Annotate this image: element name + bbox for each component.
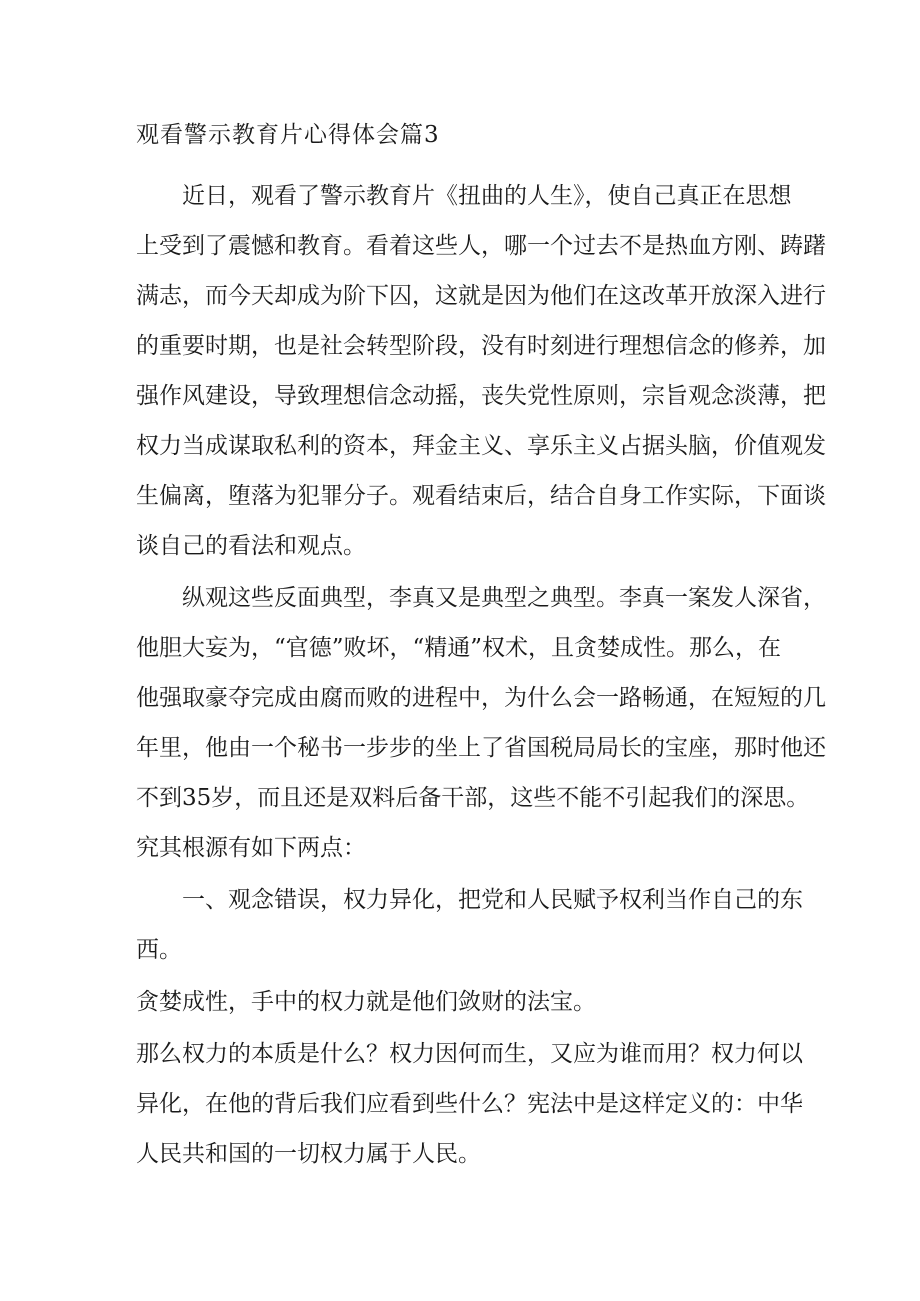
- paragraph-1-line-8: 谈自己的看法和观点。: [136, 533, 366, 559]
- paragraph-1-line-4: 的重要时期，也是社会转型阶段，没有时刻进行理想信念的修养，加: [136, 333, 826, 359]
- paragraph-3-line-2: 西。: [136, 937, 182, 963]
- paragraph-2-line-4: 年里，他由一个秘书一步步的坐上了省国税局局长的宝座，那时他还: [136, 735, 826, 761]
- paragraph-2-line-5: 不到35岁，而且还是双料后备干部，这些不能不引起我们的深思。: [136, 785, 810, 811]
- document-title: 观看警示教育片心得体会篇3: [136, 122, 440, 148]
- paragraph-2-line-1: 纵观这些反面典型，李真又是典型之典型。李真一案发人深省，: [182, 585, 826, 611]
- paragraph-5-line-3: 人民共和国的一切权力属于人民。: [136, 1141, 481, 1167]
- paragraph-2-line-3: 他强取豪夺完成由腐而败的进程中，为什么会一路畅通，在短短的几: [136, 685, 826, 711]
- paragraph-1-line-6: 权力当成谋取私利的资本，拜金主义、享乐主义占据头脑，价值观发: [136, 433, 826, 459]
- paragraph-1-line-7: 生偏离，堕落为犯罪分子。观看结束后，结合自身工作实际，下面谈: [136, 483, 826, 509]
- paragraph-1-line-3: 满志，而今天却成为阶下囚，这就是因为他们在这改革开放深入进行: [136, 283, 826, 309]
- paragraph-1-line-2: 上受到了震憾和教育。看着这些人，哪一个过去不是热血方刚、踌躇: [136, 233, 826, 259]
- paragraph-5-line-2: 异化，在他的背后我们应看到些什么？宪法中是这样定义的：中华: [136, 1091, 803, 1117]
- paragraph-4-line-1: 贪婪成性，手中的权力就是他们敛财的法宝。: [136, 989, 596, 1015]
- paragraph-1-line-5: 强作风建设，导致理想信念动摇，丧失党性原则，宗旨观念淡薄，把: [136, 383, 826, 409]
- paragraph-1-line-1: 近日，观看了警示教育片《扭曲的人生》，使自己真正在思想: [182, 183, 792, 209]
- paragraph-5-line-1: 那么权力的本质是什么？权力因何而生，又应为谁而用？权力何以: [136, 1041, 803, 1067]
- paragraph-3-line-1: 一、观念错误，权力异化，把党和人民赋予权利当作自己的东: [182, 887, 803, 913]
- paragraph-2-line-2: 他胆大妄为，“官德”败坏，“精通”权术，且贪婪成性。那么，在: [136, 635, 782, 661]
- paragraph-2-line-6: 究其根源有如下两点：: [136, 835, 366, 861]
